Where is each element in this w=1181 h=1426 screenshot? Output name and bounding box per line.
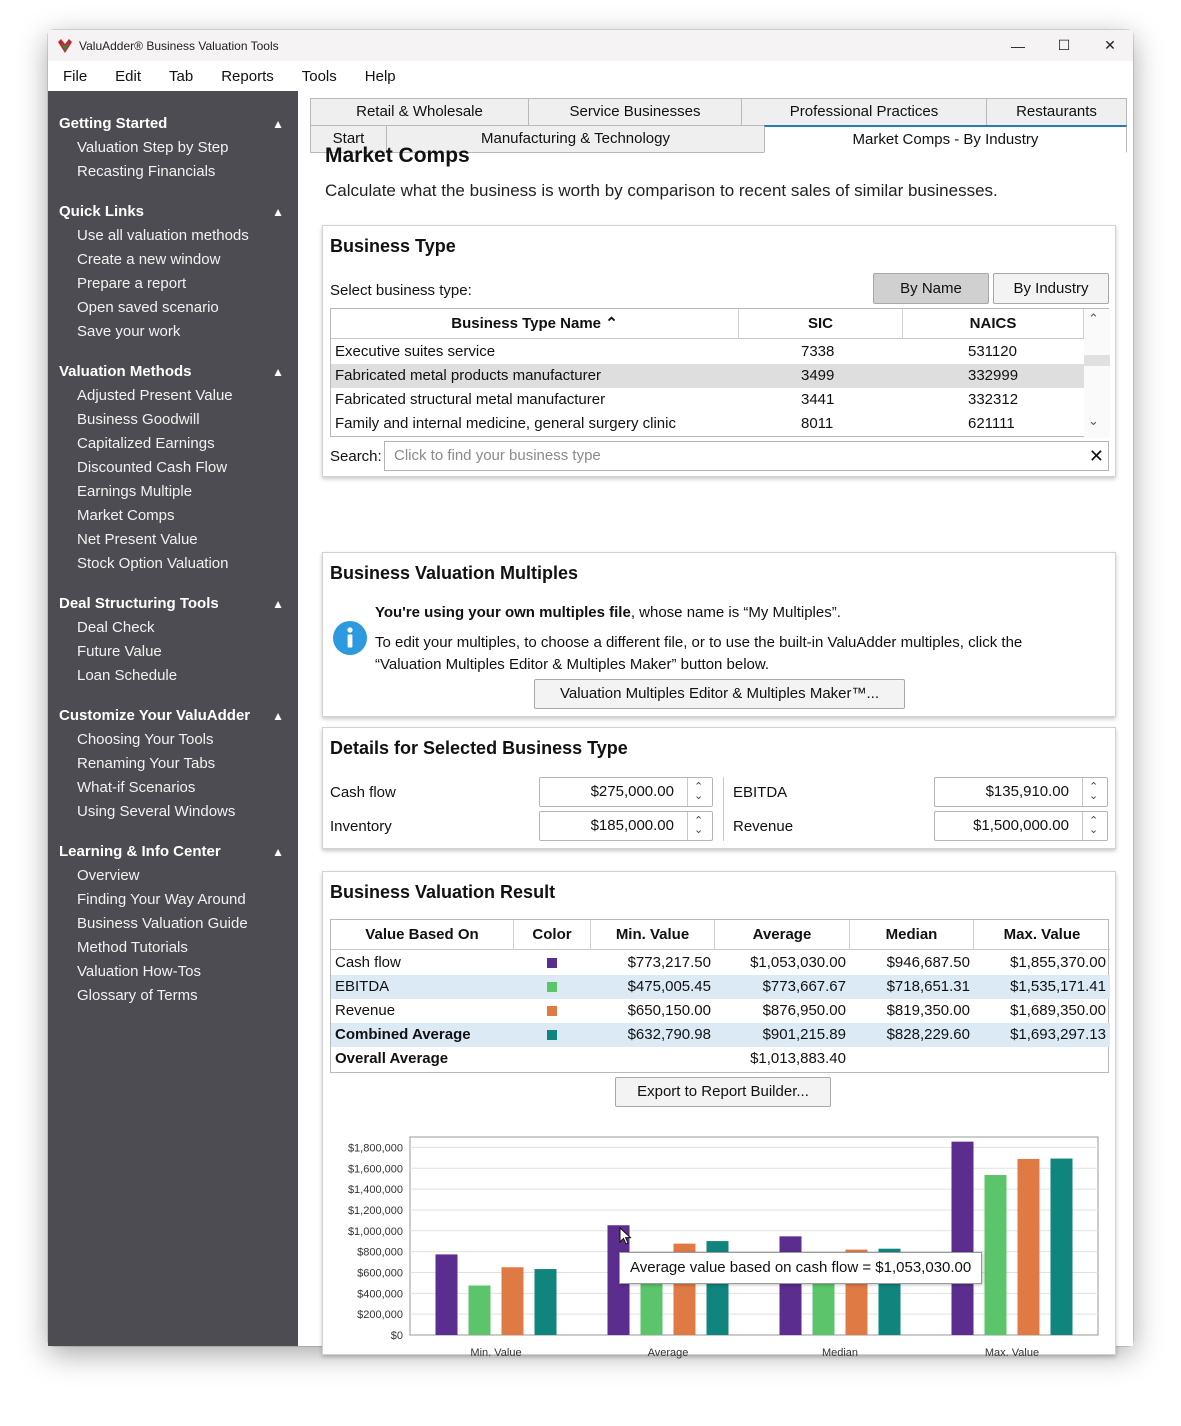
- table-row[interactable]: [331, 388, 1084, 412]
- y-tick-label: $600,000: [357, 1267, 403, 1280]
- result-cell-avg: $1,053,030.00: [750, 954, 846, 971]
- step-down-icon[interactable]: ⌄: [694, 824, 704, 836]
- result-cell-median: $718,651.31: [886, 978, 970, 995]
- result-cell-median: $946,687.50: [886, 954, 970, 971]
- chart-bar: [436, 1254, 458, 1335]
- revenue-stepper[interactable]: [1082, 812, 1107, 840]
- cell-name: Fabricated structural metal manufacturer: [335, 391, 606, 408]
- cell-sic: 8011: [801, 415, 834, 432]
- inventory-label: Inventory: [330, 818, 392, 835]
- by-industry-button[interactable]: By Industry: [993, 273, 1109, 304]
- app-logo-icon: [57, 38, 73, 54]
- result-cell-label: EBITDA: [335, 978, 390, 995]
- multiples-info-line2: To edit your multiples, to choose a different file, or to use the built-in ValuAdder multiples, click the: [375, 634, 1023, 651]
- sidebar-item[interactable]: Deal Check: [77, 619, 155, 636]
- sidebar-section-learning: [48, 840, 298, 1008]
- tab-retail-wholesale[interactable]: Retail & Wholesale: [310, 98, 529, 126]
- col-header-value-based-on[interactable]: Value Based On: [331, 920, 514, 950]
- cell-naics: 332999: [968, 367, 1019, 384]
- sidebar-item[interactable]: Choosing Your Tools: [77, 731, 214, 748]
- menu-file[interactable]: File: [63, 67, 88, 85]
- chevron-up-icon[interactable]: ▲: [272, 117, 284, 131]
- sidebar-item[interactable]: Valuation How-Tos: [77, 963, 201, 980]
- chart-bar: [469, 1285, 491, 1335]
- result-row[interactable]: [331, 951, 1110, 975]
- business-type-table: [330, 308, 1109, 437]
- chevron-up-icon[interactable]: ▲: [272, 597, 284, 611]
- y-tick-label: $1,600,000: [347, 1163, 403, 1176]
- sidebar: [48, 91, 298, 1346]
- col-header-color[interactable]: Color: [514, 920, 591, 950]
- result-cell-max: $1,689,350.00: [1010, 1002, 1106, 1019]
- scrollbar-thumb[interactable]: [1084, 355, 1110, 366]
- sidebar-item[interactable]: Business Goodwill: [77, 411, 200, 428]
- x-category-label: Min. Value: [470, 1347, 522, 1359]
- y-tick-label: $1,200,000: [347, 1204, 403, 1217]
- sidebar-section-title: Deal Structuring Tools: [59, 595, 219, 612]
- sidebar-item[interactable]: Finding Your Way Around: [77, 891, 246, 908]
- table-scrollbar[interactable]: [1084, 309, 1110, 438]
- tab-service-businesses[interactable]: Service Businesses: [528, 98, 742, 126]
- result-cell-max: $1,535,171.41: [1010, 978, 1106, 995]
- result-cell-median: $828,229.60: [886, 1026, 970, 1043]
- multiples-title: Business Valuation Multiples: [330, 563, 579, 583]
- sidebar-item[interactable]: Net Present Value: [77, 531, 198, 548]
- color-swatch: [547, 1006, 557, 1016]
- table-row-selected[interactable]: [331, 364, 1084, 388]
- cell-name: Fabricated metal products manufacturer: [335, 367, 601, 384]
- col-header-average[interactable]: Average: [715, 920, 850, 950]
- chart-bar: [502, 1267, 524, 1335]
- col-header-median[interactable]: Median: [850, 920, 974, 950]
- tab-start[interactable]: Start: [310, 125, 387, 153]
- result-cell-label: Revenue: [335, 1002, 396, 1019]
- sidebar-section-title: Customize Your ValuAdder: [59, 707, 251, 724]
- multiples-info-bold: You're using your own multiples file: [375, 604, 631, 621]
- result-cell-median: $819,350.00: [886, 1002, 970, 1019]
- multiples-info-rest: , whose name is “My Multiples”.: [630, 604, 841, 621]
- scroll-up-icon[interactable]: ⌃: [1088, 311, 1099, 326]
- sidebar-item[interactable]: Prepare a report: [77, 275, 187, 292]
- step-up-icon[interactable]: ⌃: [1089, 781, 1099, 793]
- col-header-name[interactable]: [331, 309, 739, 339]
- cell-name: Executive suites service: [335, 343, 496, 360]
- sidebar-section-header[interactable]: [48, 592, 298, 616]
- sidebar-item[interactable]: Market Comps: [77, 507, 175, 524]
- y-tick-label: $800,000: [357, 1246, 403, 1259]
- inventory-value: $185,000.00: [590, 817, 674, 834]
- result-cell-label: Combined Average: [335, 1026, 471, 1043]
- chart-bar: [535, 1269, 557, 1335]
- inventory-field[interactable]: [539, 811, 713, 841]
- sidebar-section-valuation-methods: [48, 360, 298, 576]
- minimize-button[interactable]: —: [1011, 37, 1025, 54]
- sidebar-section-title: Valuation Methods: [59, 363, 192, 380]
- cell-sic: 3499: [801, 367, 835, 384]
- ebitda-label: EBITDA: [733, 784, 788, 801]
- chevron-up-icon[interactable]: ▲: [272, 845, 284, 859]
- sidebar-section-getting-started: [48, 112, 298, 184]
- result-cell-min: $475,005.45: [627, 978, 711, 995]
- cell-naics: 531120: [968, 343, 1017, 360]
- step-up-icon[interactable]: ⌃: [694, 781, 704, 793]
- sidebar-item[interactable]: Recasting Financials: [77, 163, 216, 180]
- page-description: Calculate what the business is worth by comparison to recent sales of similar businesses.: [325, 181, 998, 200]
- cell-sic: 3441: [801, 391, 835, 408]
- x-category-label: Max. Value: [984, 1347, 1040, 1359]
- tab-restaurants[interactable]: Restaurants: [986, 98, 1127, 126]
- x-category-label: Median: [821, 1347, 859, 1359]
- clear-search-icon[interactable]: ✕: [1088, 446, 1104, 466]
- details-title: Details for Selected Business Type: [330, 738, 628, 758]
- result-cell-max: $1,855,370.00: [1010, 954, 1106, 971]
- sidebar-item[interactable]: Method Tutorials: [77, 939, 188, 956]
- sidebar-item[interactable]: Create a new window: [77, 251, 221, 268]
- main-content: [298, 91, 1133, 1359]
- cell-naics: 332312: [968, 391, 1019, 408]
- sidebar-item[interactable]: Renaming Your Tabs: [77, 755, 216, 772]
- result-cell-min: $632,790.98: [627, 1026, 711, 1043]
- field-divider: [723, 777, 724, 841]
- sidebar-section-quick-links: [48, 200, 298, 344]
- cash-flow-label: Cash flow: [330, 784, 396, 801]
- sidebar-item[interactable]: Use all valuation methods: [77, 227, 249, 244]
- col-header-naics[interactable]: NAICS: [903, 309, 1084, 339]
- sidebar-item[interactable]: Adjusted Present Value: [77, 387, 233, 404]
- chart-bar: [952, 1142, 974, 1335]
- cell-sic: 7338: [801, 343, 835, 360]
- result-table: [330, 919, 1109, 1073]
- search-placeholder: Click to find your business type: [394, 447, 601, 464]
- chart-tooltip: Average value based on cash flow = $1,053,030.00: [619, 1252, 982, 1284]
- cash-flow-value: $275,000.00: [590, 783, 674, 800]
- chart-bar: [1018, 1159, 1040, 1335]
- color-swatch: [547, 958, 557, 968]
- step-down-icon[interactable]: ⌄: [694, 790, 704, 802]
- chart-bar: [1051, 1159, 1073, 1335]
- result-cell-avg: $876,950.00: [762, 1002, 846, 1019]
- result-cell-max: $1,693,297.13: [1010, 1026, 1106, 1043]
- sidebar-section-header[interactable]: [48, 360, 298, 384]
- col-header-sic[interactable]: SIC: [739, 309, 903, 339]
- tab-market-comps-by-industry[interactable]: Market Comps - By Industry: [764, 125, 1127, 153]
- sidebar-section-header[interactable]: [48, 200, 298, 224]
- chevron-up-icon[interactable]: ▲: [272, 205, 284, 219]
- y-tick-label: $1,800,000: [347, 1142, 403, 1155]
- sidebar-section-header[interactable]: [48, 704, 298, 728]
- maximize-button[interactable]: ☐: [1057, 37, 1071, 53]
- table-row[interactable]: [331, 412, 1084, 436]
- page-title: Market Comps: [325, 144, 470, 167]
- search-input[interactable]: [384, 441, 1109, 471]
- ebitda-field[interactable]: [934, 777, 1108, 807]
- color-swatch: [547, 1030, 557, 1040]
- sidebar-item[interactable]: Valuation Step by Step: [77, 139, 229, 156]
- chart-bar: [985, 1175, 1007, 1335]
- y-tick-label: $0: [390, 1330, 403, 1342]
- sidebar-item[interactable]: Earnings Multiple: [77, 483, 193, 500]
- result-row[interactable]: [331, 975, 1110, 999]
- inventory-stepper[interactable]: [687, 812, 712, 840]
- sidebar-item[interactable]: Capitalized Earnings: [77, 435, 215, 452]
- result-cell-avg: $773,667.67: [762, 978, 846, 995]
- cell-naics: 621111: [968, 415, 1015, 432]
- y-tick-label: $200,000: [357, 1309, 403, 1322]
- sidebar-item[interactable]: Loan Schedule: [77, 667, 178, 684]
- sidebar-section-title: Learning & Info Center: [59, 843, 221, 860]
- sidebar-section-deal-structuring: [48, 592, 298, 688]
- chevron-up-icon[interactable]: ▲: [272, 365, 284, 379]
- business-type-panel: [322, 225, 1116, 477]
- revenue-field[interactable]: [934, 811, 1108, 841]
- revenue-label: Revenue: [733, 818, 794, 835]
- sidebar-section-customize: [48, 704, 298, 824]
- sort-ascending-icon: ⌃: [605, 315, 618, 332]
- details-panel: [322, 727, 1116, 849]
- x-category-label: Average: [647, 1347, 689, 1359]
- tab-manufacturing-technology[interactable]: Manufacturing & Technology: [386, 125, 765, 153]
- valuation-multiples-panel: [322, 552, 1116, 717]
- sidebar-item[interactable]: Discounted Cash Flow: [77, 459, 228, 476]
- close-window-button[interactable]: ✕: [1104, 37, 1116, 53]
- export-report-button[interactable]: Export to Report Builder...: [615, 1077, 831, 1107]
- menu-tab[interactable]: Tab: [169, 67, 194, 85]
- cash-flow-field[interactable]: [539, 777, 713, 807]
- menu-tools[interactable]: Tools: [301, 67, 337, 85]
- y-tick-label: $400,000: [357, 1288, 403, 1301]
- col-header-name-label: Business Type Name: [451, 315, 602, 332]
- color-swatch: [547, 982, 557, 992]
- multiples-editor-button[interactable]: Valuation Multiples Editor & Multiples Maker™...: [534, 679, 905, 709]
- ebitda-value: $135,910.00: [985, 783, 1069, 800]
- col-header-min-value[interactable]: Min. Value: [591, 920, 715, 950]
- menu-edit[interactable]: Edit: [115, 67, 142, 85]
- multiples-info-line1: [375, 604, 841, 621]
- tab-professional-practices[interactable]: Professional Practices: [741, 98, 987, 126]
- step-up-icon[interactable]: ⌃: [694, 815, 704, 827]
- result-cell-label: Cash flow: [335, 954, 401, 971]
- sidebar-item[interactable]: Stock Option Valuation: [77, 555, 229, 572]
- tab-row-1: [310, 98, 1126, 126]
- result-cell-min: $650,150.00: [627, 1002, 711, 1019]
- result-row[interactable]: [331, 999, 1110, 1023]
- sidebar-item[interactable]: Using Several Windows: [77, 803, 236, 820]
- business-type-title: Business Type: [330, 236, 456, 256]
- sidebar-section-title: Quick Links: [59, 203, 145, 220]
- valuation-bar-chart: [323, 1112, 1115, 1359]
- sidebar-item[interactable]: Overview: [77, 867, 140, 884]
- table-row[interactable]: [331, 340, 1084, 364]
- info-icon: [332, 620, 368, 656]
- step-up-icon[interactable]: ⌃: [1089, 815, 1099, 827]
- overall-average-value: $1,013,883.40: [750, 1050, 846, 1067]
- sidebar-section-header[interactable]: [48, 112, 298, 136]
- sidebar-section-header[interactable]: [48, 840, 298, 864]
- app-window: [48, 30, 1133, 1359]
- cell-name: Family and internal medicine, general surgery clinic: [335, 415, 676, 432]
- overall-average-row[interactable]: [331, 1047, 1110, 1071]
- cash-flow-stepper[interactable]: [687, 778, 712, 806]
- menu-help[interactable]: Help: [364, 67, 396, 85]
- overall-average-label: Overall Average: [335, 1050, 449, 1067]
- result-row[interactable]: [331, 1023, 1110, 1047]
- sidebar-item[interactable]: What-if Scenarios: [77, 779, 196, 796]
- sidebar-item[interactable]: Glossary of Terms: [77, 987, 198, 1004]
- revenue-value: $1,500,000.00: [973, 817, 1069, 834]
- result-title: Business Valuation Result: [330, 882, 556, 902]
- sidebar-item[interactable]: Business Valuation Guide: [77, 915, 248, 932]
- scroll-down-icon[interactable]: ⌄: [1088, 413, 1099, 428]
- by-name-button[interactable]: By Name: [873, 273, 989, 304]
- y-tick-label: $1,400,000: [347, 1184, 403, 1197]
- chevron-up-icon[interactable]: ▲: [272, 709, 284, 723]
- col-header-max-value[interactable]: Max. Value: [974, 920, 1110, 950]
- step-down-icon[interactable]: ⌄: [1089, 790, 1099, 802]
- menu-bar: [48, 61, 1133, 91]
- result-cell-min: $773,217.50: [627, 954, 711, 971]
- select-business-type-label: Select business type:: [330, 282, 472, 299]
- y-tick-label: $1,000,000: [347, 1225, 403, 1238]
- window-title: ValuAdder® Business Valuation Tools: [79, 38, 279, 53]
- ebitda-stepper[interactable]: [1082, 778, 1107, 806]
- sidebar-item[interactable]: Open saved scenario: [77, 299, 219, 316]
- multiples-info-line3: “Valuation Multiples Editor & Multiples Maker” button below.: [375, 656, 770, 673]
- mouse-cursor-icon: [619, 1227, 633, 1247]
- valuation-result-panel: [322, 871, 1116, 1359]
- search-label: Search:: [330, 448, 382, 465]
- sidebar-section-title: Getting Started: [59, 115, 168, 132]
- result-cell-avg: $901,215.89: [762, 1026, 846, 1043]
- sidebar-item[interactable]: Save your work: [77, 323, 181, 340]
- sidebar-item[interactable]: Future Value: [77, 643, 162, 660]
- step-down-icon[interactable]: ⌄: [1089, 824, 1099, 836]
- title-bar: [48, 30, 1133, 61]
- menu-reports[interactable]: Reports: [221, 67, 274, 85]
